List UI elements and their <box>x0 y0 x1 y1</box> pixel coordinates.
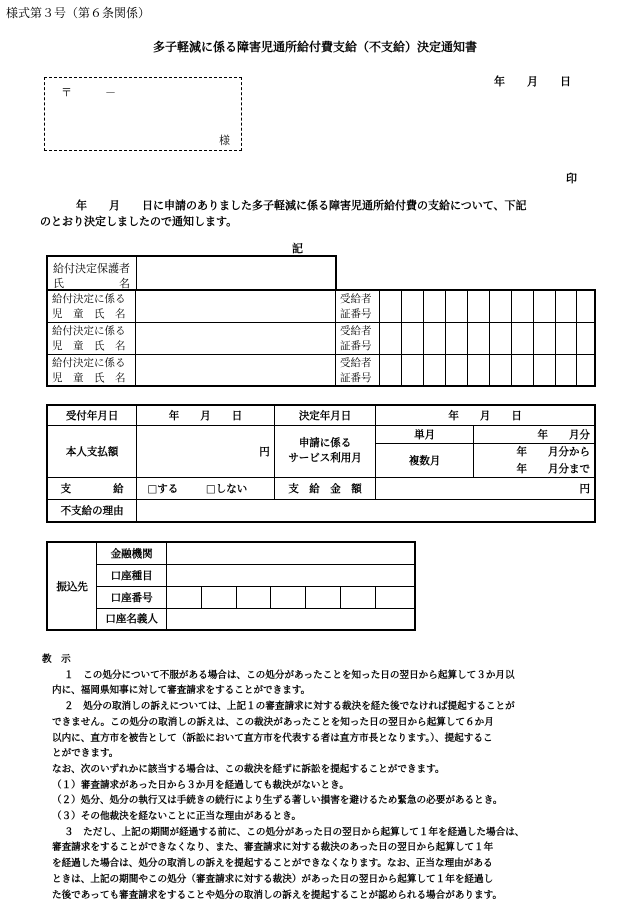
bank-name-value[interactable] <box>166 542 415 564</box>
notice-p1b: 内に、福岡県知事に対して審査請求をすることができます。 <box>52 685 311 697</box>
account-holder-label: 口座名義人 <box>97 608 167 630</box>
supply-amount-label: 支 給 金 額 <box>274 477 376 499</box>
recipient-honorific: 様 <box>219 134 230 147</box>
payment-amount-cell[interactable]: 円 <box>137 425 274 477</box>
child-label-2: 児 童 氏 名 <box>52 371 126 384</box>
body-text-line1: 年 月 日に申請のありました多子軽減に係る障害児通所給付費の支給について、下記 <box>76 199 527 212</box>
child-label-2: 児 童 氏 名 <box>52 308 126 321</box>
child-name-cell[interactable] <box>136 290 336 322</box>
account-type-label: 口座種目 <box>97 564 167 586</box>
document-title: 多子軽減に係る障害児通所給付費支給（不支給）決定通知書 <box>152 40 477 54</box>
account-number-digit[interactable] <box>201 586 236 608</box>
child-label-2: 児 童 氏 名 <box>52 340 126 352</box>
child-label-1: 給付決定に係る <box>52 325 126 337</box>
notice-p2g: （２）処分、処分の執行又は手続きの続行により生ずる著しい損害を避けるため緊急の必要があるとき。 <box>52 795 503 807</box>
form-number: 様式第３号（第６条関係） <box>6 6 151 20</box>
account-number-digit[interactable] <box>166 586 201 608</box>
payment-label: 本人支払額 <box>47 425 137 477</box>
child-row <box>47 290 595 322</box>
child-name-cell[interactable] <box>136 354 336 386</box>
guardian-label-2: 氏 名 <box>53 277 130 290</box>
received-date-value[interactable]: 年 月 日 <box>137 405 274 425</box>
supply-no-checkbox[interactable]: □しない <box>205 482 248 495</box>
ki-label: 記 <box>292 242 303 255</box>
decision-date-label: 決定年月日 <box>274 405 376 425</box>
transfer-label: 振込先 <box>47 542 97 630</box>
notice-p2f: （１）審査請求があった日から３か月を経過しても裁決がないとき。 <box>52 779 349 791</box>
notice-heading: 教 示 <box>42 654 71 665</box>
guardian-row <box>46 255 337 289</box>
received-date-label: 受付年月日 <box>47 405 137 425</box>
child-label-1: 給付決定に係る <box>52 356 126 369</box>
notice-p3d: ときは、上記の期間やこの処分（審査請求に対する裁決）があった日の翌日から起算して１年を経過し <box>52 873 494 885</box>
notice-p3c: を経過した場合は、処分の取消しの訴えを提起することができなくなります。なお、正当な理由がある <box>52 858 493 870</box>
cert-label-1: 受給者 <box>339 325 372 337</box>
notice-p2c: 以内に、直方市を被告として（訴訟において直方市を代表する者は直方市長となります。）、提起するこ <box>52 732 493 744</box>
notice-p3e: た後であっても審査請求をすることや処分の取消しの訴えを提起することが認められる場合があります。 <box>52 889 503 901</box>
notice-p1a: １ この処分について不服がある場合は、この処分があったことを知った日の翌日から起算して３か月以 <box>64 669 515 681</box>
notice-p3a: ３ ただし、上記の期間が経過する前に、この処分があった日の翌日から起算して１年を経過した場合は、 <box>64 826 525 838</box>
child-row <box>47 354 595 386</box>
cert-label-2: 証番号 <box>339 340 372 352</box>
single-month-value[interactable]: 年 月分 <box>473 425 595 443</box>
notice-p2e: なお、次のいずれかに該当する場合は、この裁決を経ずに訴訟を提起することができます。 <box>52 763 445 775</box>
decision-table <box>46 404 596 523</box>
supply-label: 支 給 <box>47 477 137 499</box>
postal-mark: 〒 － <box>61 86 116 99</box>
account-holder-value[interactable] <box>166 608 415 630</box>
notice-p2d: とができます。 <box>52 748 119 760</box>
non-supply-reason-label: 不支給の理由 <box>47 499 137 522</box>
child-name-cell[interactable] <box>136 322 336 354</box>
decision-date-value[interactable]: 年 月 日 <box>376 405 595 425</box>
non-supply-reason-value[interactable] <box>137 499 595 522</box>
service-label-1: 申請に係る <box>298 437 352 449</box>
notice-p2h: （３）その他裁決を経ないことに正当な理由があるとき。 <box>52 811 302 823</box>
multi-month-label: 複数月 <box>376 443 474 477</box>
child-row <box>47 322 595 354</box>
cert-label-1: 受給者 <box>339 356 372 369</box>
multi-month-to[interactable]: 年 月分まで <box>473 460 595 477</box>
single-month-label: 単月 <box>376 425 474 443</box>
account-number-label: 口座番号 <box>97 586 167 608</box>
children-table <box>46 289 596 387</box>
notice-p2a: ２ 処分の取消しの訴えについては、上記１の審査請求に対する裁決を経た後でなければ提起することが <box>64 701 515 713</box>
account-type-value[interactable] <box>166 564 415 586</box>
notice-p3b: 審査請求をすることができなくなり、また、審査請求に対する裁決のあった日の翌日から起算して１年 <box>52 842 494 854</box>
supply-amount-value[interactable]: 円 <box>376 477 595 499</box>
guardian-label-1: 給付決定保護者 <box>53 262 130 275</box>
supply-yes-checkbox[interactable]: □する <box>147 482 179 495</box>
service-label-2: サービス利用月 <box>288 452 362 464</box>
appeal-notice <box>42 652 622 903</box>
bank-name-label: 金融機関 <box>97 542 167 564</box>
cert-label-1: 受給者 <box>339 293 372 306</box>
issue-date: 年 月 日 <box>494 75 571 88</box>
cert-label-2: 証番号 <box>339 308 372 321</box>
child-label-1: 給付決定に係る <box>52 293 126 306</box>
bank-table <box>46 541 416 631</box>
account-number-digit[interactable] <box>236 586 271 608</box>
account-number-digit[interactable] <box>375 586 415 608</box>
cert-label-2: 証番号 <box>339 371 372 384</box>
body-text-line2: のとおり決定しましたので通知します。 <box>40 215 238 228</box>
multi-month-from[interactable]: 年 月分から <box>473 443 595 460</box>
account-number-digit[interactable] <box>340 586 375 608</box>
address-box <box>44 77 242 151</box>
account-number-digit[interactable] <box>306 586 341 608</box>
notice-p2b: できません。この処分の取消しの訴えは、この裁決があったことを知った日の翌日から起算して６か月 <box>52 716 494 728</box>
account-number-digit[interactable] <box>271 586 306 608</box>
seal-mark: 印 <box>566 172 577 185</box>
